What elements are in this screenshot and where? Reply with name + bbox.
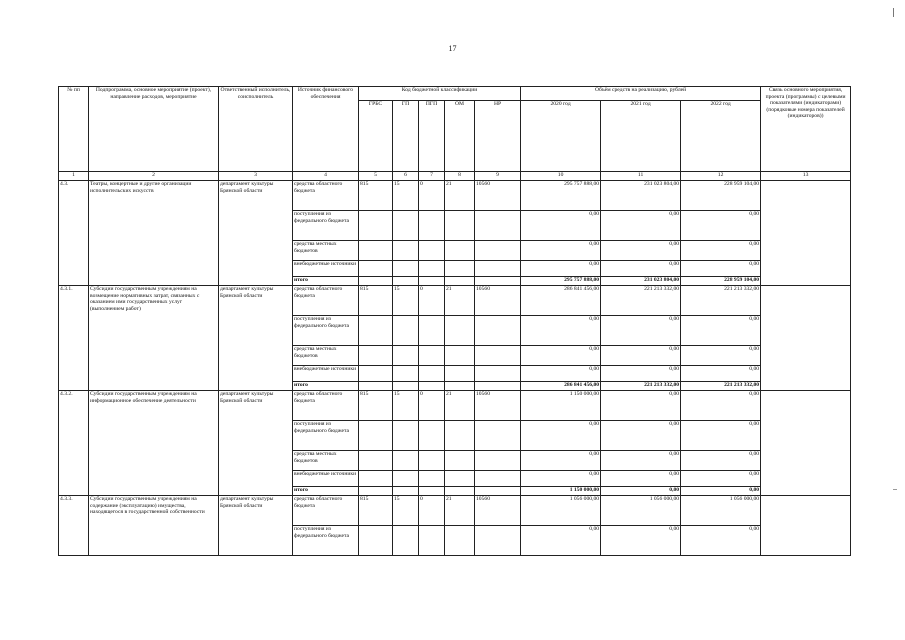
col-num: 2 [89, 172, 219, 181]
column-number-row [59, 172, 851, 181]
code-pgp [419, 241, 445, 261]
funding-source: итого [293, 382, 359, 391]
amount-2021: 1 056 000,00 [601, 496, 681, 526]
amount-2020: 286 841 456,00 [521, 286, 601, 316]
activity-name: Субсидии государственным учреждениям на информационное обеспечение деятельности [89, 391, 219, 496]
amount-2022: 0,00 [681, 487, 761, 496]
amount-2021: 0,00 [601, 346, 681, 366]
code-om [445, 261, 475, 277]
funding-source: внебюджетные источники [293, 471, 359, 487]
activity-name: Театры, концертные и другие организации исполнительских искусств [89, 181, 219, 286]
header-2022: 2022 год [681, 101, 761, 172]
amount-2021: 231 023 804,00 [601, 277, 681, 286]
code-om [445, 487, 475, 496]
code-om [445, 277, 475, 286]
amount-2022: 0,00 [681, 421, 761, 451]
col-num: 10 [521, 172, 601, 181]
code-pgp: 0 [419, 391, 445, 421]
code-pgp [419, 451, 445, 471]
responsible-executor: департамент культуры Брянской области [219, 181, 293, 286]
funding-source: средства областного бюджета [293, 286, 359, 316]
header-volume: Объём средств на реализацию, рублей [521, 87, 761, 101]
code-gp [393, 471, 419, 487]
amount-2021: 0,00 [601, 241, 681, 261]
amount-2022: 1 056 000,00 [681, 496, 761, 526]
code-pgp [419, 487, 445, 496]
amount-2021: 0,00 [601, 421, 681, 451]
amount-2020: 0,00 [521, 451, 601, 471]
budget-table [58, 86, 851, 556]
code-om [445, 451, 475, 471]
row-number: 4.3.2. [59, 391, 89, 496]
code-pgp [419, 526, 445, 556]
amount-2022: 0,00 [681, 211, 761, 241]
amount-2022: 0,00 [681, 471, 761, 487]
scan-edge-mark [893, 8, 894, 17]
amount-2020: 0,00 [521, 366, 601, 382]
amount-2021: 221 213 332,00 [601, 286, 681, 316]
indicator-link [761, 181, 851, 286]
code-nr [475, 316, 521, 346]
code-gp [393, 261, 419, 277]
code-om: 21 [445, 391, 475, 421]
code-om: 21 [445, 286, 475, 316]
funding-source: средства местных бюджетов [293, 241, 359, 261]
code-grbs [359, 211, 393, 241]
funding-source: средства областного бюджета [293, 181, 359, 211]
scan-side-dash [893, 489, 897, 490]
code-grbs: 815 [359, 286, 393, 316]
code-pgp [419, 382, 445, 391]
code-gp [393, 487, 419, 496]
responsible-executor: департамент культуры Брянской области [219, 496, 293, 556]
amount-2022: 0,00 [681, 451, 761, 471]
col-num: 3 [219, 172, 293, 181]
code-gp [393, 346, 419, 366]
code-gp [393, 526, 419, 556]
col-num: 12 [681, 172, 761, 181]
amount-2020: 0,00 [521, 526, 601, 556]
code-pgp [419, 366, 445, 382]
code-nr [475, 526, 521, 556]
funding-source: средства областного бюджета [293, 391, 359, 421]
amount-2020: 0,00 [521, 471, 601, 487]
amount-2022: 0,00 [681, 526, 761, 556]
col-num: 13 [761, 172, 851, 181]
code-gp: 15 [393, 496, 419, 526]
header-om: ОМ [445, 101, 475, 172]
table-row [59, 391, 851, 421]
code-grbs [359, 316, 393, 346]
amount-2022: 221 213 332,00 [681, 382, 761, 391]
code-grbs: 815 [359, 391, 393, 421]
amount-2020: 0,00 [521, 421, 601, 451]
code-gp: 15 [393, 391, 419, 421]
code-om [445, 346, 475, 366]
amount-2022: 0,00 [681, 241, 761, 261]
amount-2020: 0,00 [521, 346, 601, 366]
code-nr [475, 211, 521, 241]
amount-2020: 286 841 456,00 [521, 382, 601, 391]
amount-2022: 0,00 [681, 346, 761, 366]
code-nr [475, 421, 521, 451]
header-gp: ГП [393, 101, 419, 172]
code-nr [475, 346, 521, 366]
code-nr: 10560 [475, 181, 521, 211]
funding-source: поступления из федерального бюджета [293, 526, 359, 556]
table-row [59, 181, 851, 211]
funding-source: внебюджетные источники [293, 261, 359, 277]
indicator-link [761, 391, 851, 496]
code-om [445, 211, 475, 241]
amount-2022: 0,00 [681, 391, 761, 421]
funding-source: поступления из федерального бюджета [293, 211, 359, 241]
amount-2020: 0,00 [521, 316, 601, 346]
amount-2021: 221 213 332,00 [601, 382, 681, 391]
header-pgp: ПГП [419, 101, 445, 172]
code-nr [475, 382, 521, 391]
header-row-top [59, 87, 851, 101]
code-gp [393, 241, 419, 261]
code-grbs: 815 [359, 181, 393, 211]
code-nr [475, 241, 521, 261]
code-om [445, 471, 475, 487]
amount-2021: 231 023 804,00 [601, 181, 681, 211]
code-pgp [419, 346, 445, 366]
col-num: 6 [393, 172, 419, 181]
amount-2020: 1 150 000,00 [521, 487, 601, 496]
code-om [445, 526, 475, 556]
funding-source: итого [293, 487, 359, 496]
code-pgp [419, 277, 445, 286]
amount-2022: 221 213 332,00 [681, 286, 761, 316]
amount-2020: 1 056 000,00 [521, 496, 601, 526]
header-2021: 2021 год [601, 101, 681, 172]
code-grbs [359, 471, 393, 487]
responsible-executor: департамент культуры Брянской области [219, 286, 293, 391]
row-number: 4.3.1. [59, 286, 89, 391]
code-grbs [359, 382, 393, 391]
col-num: 11 [601, 172, 681, 181]
funding-source: поступления из федерального бюджета [293, 316, 359, 346]
code-om [445, 421, 475, 451]
code-grbs [359, 346, 393, 366]
code-gp [393, 451, 419, 471]
code-grbs [359, 421, 393, 451]
code-pgp [419, 316, 445, 346]
funding-source: поступления из федерального бюджета [293, 421, 359, 451]
code-om [445, 316, 475, 346]
funding-source: средства областного бюджета [293, 496, 359, 526]
amount-2021: 0,00 [601, 316, 681, 346]
row-number: 4.3. [59, 181, 89, 286]
code-pgp: 0 [419, 181, 445, 211]
table-row [59, 286, 851, 316]
amount-2022: 0,00 [681, 366, 761, 382]
indicator-link [761, 286, 851, 391]
code-nr [475, 451, 521, 471]
amount-2021: 0,00 [601, 211, 681, 241]
code-gp [393, 366, 419, 382]
header-grbs: ГРБС [359, 101, 393, 172]
code-gp [393, 211, 419, 241]
code-pgp [419, 261, 445, 277]
code-grbs [359, 366, 393, 382]
amount-2021: 0,00 [601, 391, 681, 421]
amount-2022: 0,00 [681, 261, 761, 277]
indicator-link [761, 496, 851, 556]
code-grbs [359, 451, 393, 471]
amount-2020: 295 757 888,00 [521, 277, 601, 286]
code-grbs [359, 241, 393, 261]
code-om [445, 241, 475, 261]
code-pgp: 0 [419, 496, 445, 526]
code-gp [393, 421, 419, 451]
col-num: 9 [475, 172, 521, 181]
code-grbs [359, 487, 393, 496]
funding-source: внебюджетные источники [293, 366, 359, 382]
code-grbs [359, 261, 393, 277]
funding-source: средства местных бюджетов [293, 451, 359, 471]
amount-2021: 0,00 [601, 487, 681, 496]
activity-name: Субсидии государственным учреждениям на возмещение нормативных затрат, связанных с оказанием ими государственных услуг (выполнением работ) [89, 286, 219, 391]
code-om: 21 [445, 181, 475, 211]
code-gp [393, 277, 419, 286]
col-num: 4 [293, 172, 359, 181]
code-nr [475, 366, 521, 382]
funding-source: итого [293, 277, 359, 286]
code-nr: 10560 [475, 496, 521, 526]
code-om: 21 [445, 496, 475, 526]
amount-2020: 295 757 888,00 [521, 181, 601, 211]
code-nr: 10560 [475, 391, 521, 421]
amount-2021: 0,00 [601, 366, 681, 382]
amount-2022: 228 959 104,00 [681, 277, 761, 286]
table-row [59, 496, 851, 526]
code-nr [475, 487, 521, 496]
col-num: 7 [419, 172, 445, 181]
amount-2021: 0,00 [601, 261, 681, 277]
amount-2020: 0,00 [521, 261, 601, 277]
code-pgp [419, 471, 445, 487]
code-gp [393, 316, 419, 346]
funding-source: средства местных бюджетов [293, 346, 359, 366]
header-kbk: Код бюджетной классификации [359, 87, 521, 101]
code-gp [393, 382, 419, 391]
code-gp: 15 [393, 181, 419, 211]
amount-2022: 0,00 [681, 316, 761, 346]
col-num: 1 [59, 172, 89, 181]
header-no: № пп [59, 87, 89, 172]
code-gp: 15 [393, 286, 419, 316]
row-number: 4.3.3. [59, 496, 89, 556]
page-number: 17 [448, 44, 457, 53]
header-source: Источник финансового обеспечения [293, 87, 359, 172]
amount-2021: 0,00 [601, 451, 681, 471]
header-nr: НР [475, 101, 521, 172]
header-2020: 2020 год [521, 101, 601, 172]
header-link: Связь основного мероприятия, проекта (программы) с целевыми показателями (индикаторами) (порядковые номера показателей (индикаторов)) [761, 87, 851, 172]
code-pgp: 0 [419, 286, 445, 316]
code-om [445, 382, 475, 391]
code-grbs: 815 [359, 496, 393, 526]
amount-2020: 1 150 000,00 [521, 391, 601, 421]
responsible-executor: департамент культуры Брянской области [219, 391, 293, 496]
header-program: Подпрограмма, основное мероприятие (проект), направление расходов, мероприятие [89, 87, 219, 172]
code-nr [475, 471, 521, 487]
amount-2020: 0,00 [521, 241, 601, 261]
amount-2022: 228 959 104,00 [681, 181, 761, 211]
code-grbs [359, 526, 393, 556]
code-pgp [419, 421, 445, 451]
code-nr [475, 277, 521, 286]
amount-2021: 0,00 [601, 526, 681, 556]
activity-name: Субсидии государственным учреждениям на содержание (эксплуатацию) имущества, находящегося в государственной собственности [89, 496, 219, 556]
header-responsible: Ответственный исполнитель, соисполнитель [219, 87, 293, 172]
code-nr [475, 261, 521, 277]
code-nr: 10560 [475, 286, 521, 316]
code-grbs [359, 277, 393, 286]
col-num: 8 [445, 172, 475, 181]
col-num: 5 [359, 172, 393, 181]
amount-2021: 0,00 [601, 471, 681, 487]
code-pgp [419, 211, 445, 241]
code-om [445, 366, 475, 382]
amount-2020: 0,00 [521, 211, 601, 241]
